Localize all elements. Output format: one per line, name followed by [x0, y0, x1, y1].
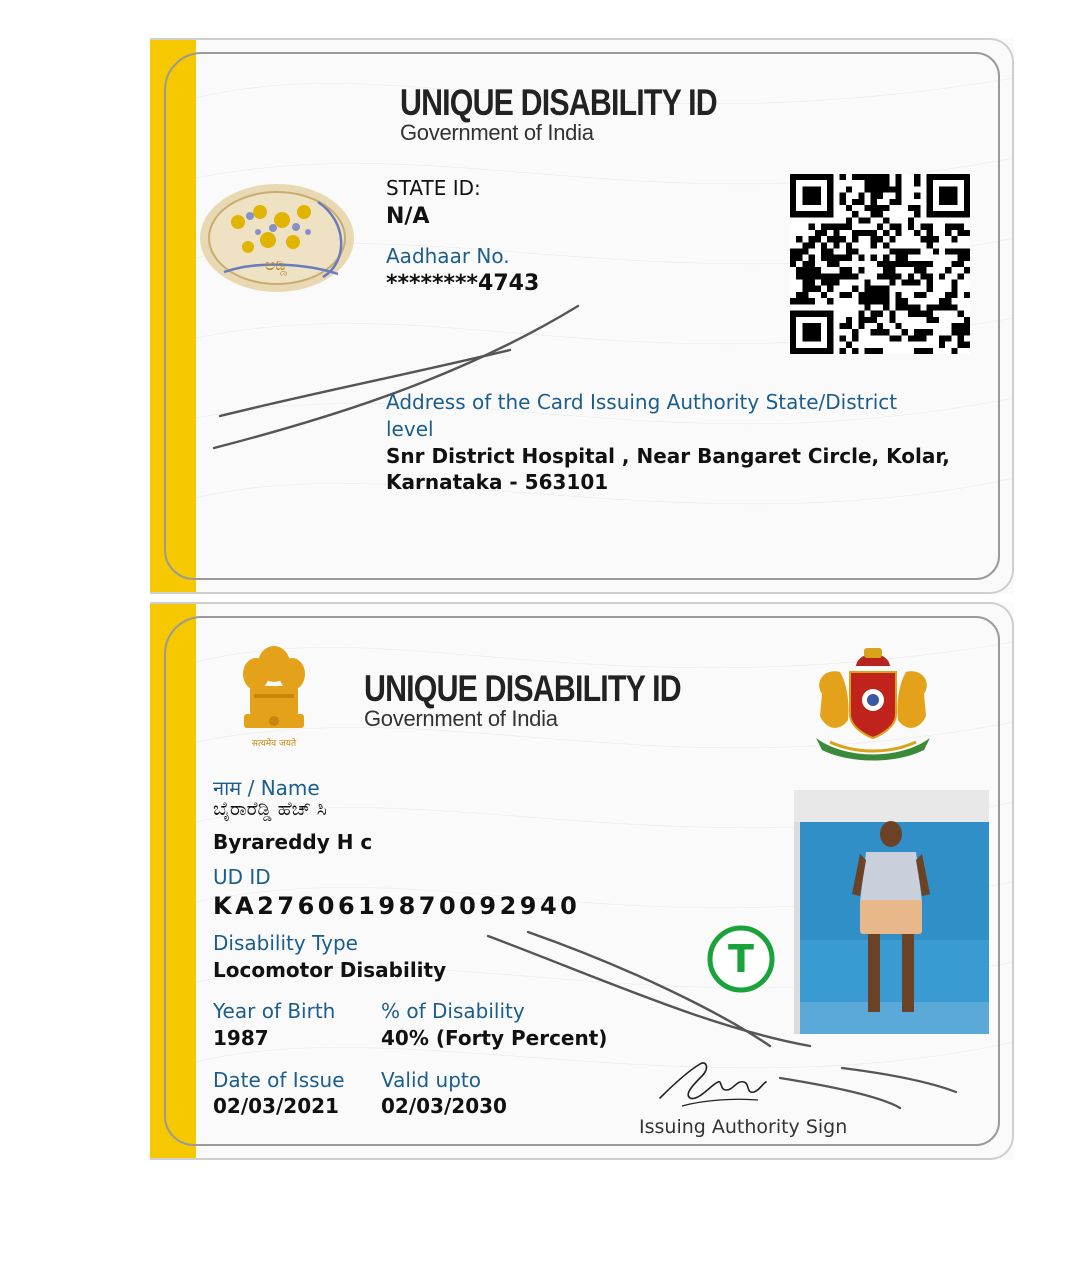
svg-text:ಅಡ್ಡಿ: ಅಡ್ಡಿ [264, 255, 288, 274]
address-line2: Karnataka - 563101 [386, 470, 609, 494]
address-label-line1: Address of the Card Issuing Authority State/District [386, 390, 898, 414]
percent-label: % of Disability [381, 999, 525, 1023]
temporary-badge-icon [706, 924, 776, 994]
state-logo-icon [198, 182, 356, 294]
year-of-birth-value: 1987 [213, 1026, 269, 1050]
card-title: UNIQUE DISABILITY ID [400, 82, 717, 123]
name-label: नाम / Name [213, 776, 320, 800]
valid-upto-label: Valid upto [381, 1068, 481, 1092]
date-of-issue-value: 02/03/2021 [213, 1094, 339, 1118]
name-value: Byrareddy H c [213, 830, 373, 854]
signature-icon [654, 1054, 774, 1112]
card-title: UNIQUE DISABILITY ID [364, 668, 681, 709]
emblem-motto: सत्यमेव जयते [251, 739, 297, 749]
date-of-issue-label: Date of Issue [213, 1068, 345, 1092]
holder-photo [794, 790, 989, 1034]
year-of-birth-label: Year of Birth [213, 999, 336, 1023]
address-line1: Snr District Hospital , Near Bangaret Circle, Kolar, [386, 444, 950, 468]
disability-type-value: Locomotor Disability [213, 958, 447, 982]
udid-label: UD ID [213, 865, 271, 889]
state-id-value: N/A [386, 204, 430, 229]
name-kannada: ಬೈರಾರೆಡ್ಡಿ ಹೆಚ್ ಸಿ [213, 798, 327, 820]
address-label-line2: level [386, 417, 434, 441]
national-emblem-icon [236, 642, 312, 752]
card-heading [364, 668, 750, 732]
qr-code-icon[interactable] [790, 174, 970, 354]
aadhaar-label: Aadhaar No. [386, 244, 510, 268]
percent-value: 40% (Forty Percent) [381, 1026, 608, 1050]
card-subtitle: Government of India [364, 706, 558, 731]
card-heading [400, 82, 786, 146]
valid-upto-value: 02/03/2030 [381, 1094, 507, 1118]
state-id-label: STATE ID: [386, 176, 481, 200]
svg-text:T: T [728, 937, 754, 981]
card-subtitle: Government of India [400, 120, 594, 145]
card-front [150, 602, 1014, 1160]
sign-label: Issuing Authority Sign [639, 1116, 848, 1138]
udid-value: KA2760619870092940 [213, 892, 581, 920]
disability-type-label: Disability Type [213, 931, 358, 955]
aadhaar-value: ********4743 [386, 271, 540, 296]
card-back [150, 38, 1014, 594]
karnataka-emblem-icon [806, 642, 940, 762]
